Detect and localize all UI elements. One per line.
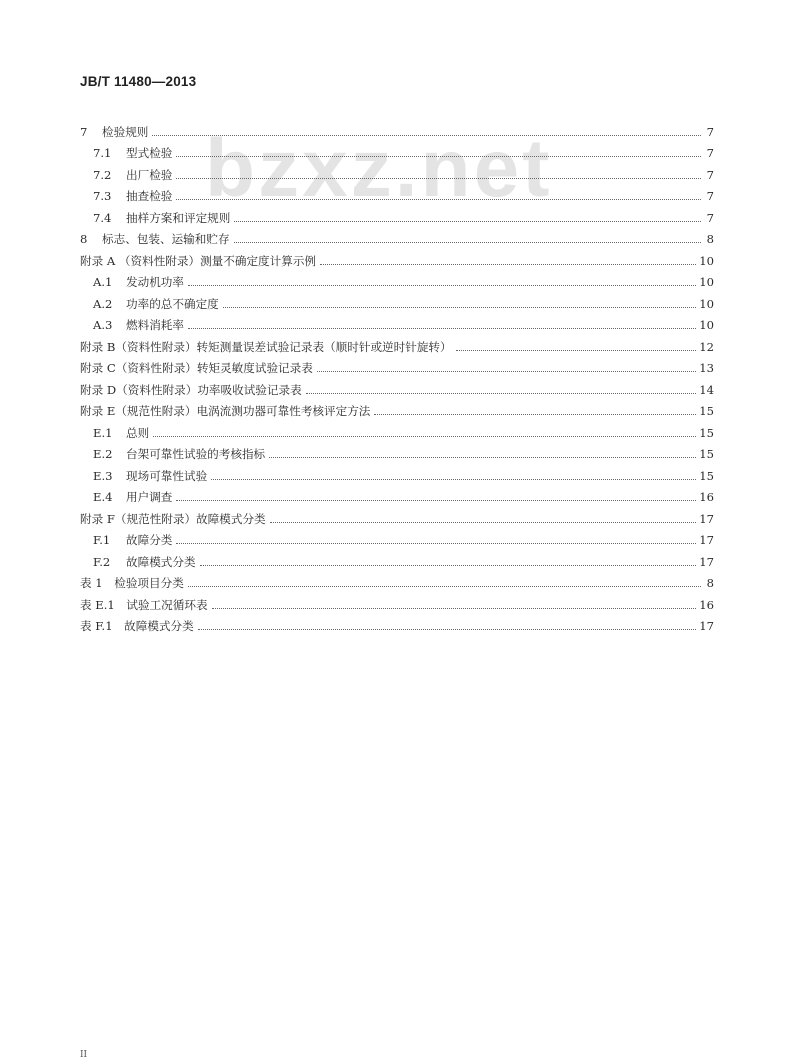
toc-entry[interactable] <box>80 440 716 462</box>
toc-entry-number: E.4 <box>93 490 113 504</box>
toc-entry-number: 8 <box>80 232 88 246</box>
toc-entry-page: 15 <box>699 425 714 440</box>
toc-entry-label <box>80 125 150 139</box>
toc-entry-page: 10 <box>699 275 714 289</box>
page-number-mark: II <box>80 1050 88 1060</box>
dot-leader <box>234 221 701 222</box>
toc-entry[interactable] <box>80 418 716 440</box>
toc-entry-label <box>80 469 209 483</box>
dot-leader <box>176 500 696 501</box>
dot-leader <box>153 436 696 437</box>
watermark: bzxz.net <box>205 123 553 214</box>
toc-entry-label <box>80 555 198 569</box>
toc-entry-page: 15 <box>699 468 714 483</box>
toc-entry-label <box>80 619 196 633</box>
toc-entry-label <box>80 512 268 526</box>
toc-entry[interactable] <box>80 375 716 397</box>
dot-leader <box>270 522 697 523</box>
toc-entry[interactable] <box>80 182 716 204</box>
toc-entry-title: 检验规则 <box>102 124 149 139</box>
toc-entry-number: 7.1 <box>93 146 112 160</box>
dot-leader <box>456 350 697 351</box>
toc-entry-page: 15 <box>699 404 714 418</box>
toc-entry[interactable] <box>80 590 716 612</box>
toc-entry[interactable] <box>80 526 716 548</box>
toc-entry-title: 总则 <box>126 425 150 440</box>
toc-entry-title: 附录 C（资料性附录）转矩灵敏度试验记录表 <box>80 361 313 375</box>
dot-leader <box>200 565 697 566</box>
dot-leader <box>176 543 696 544</box>
toc-entry-page: 14 <box>699 382 714 397</box>
toc-entry[interactable] <box>80 160 716 182</box>
toc-entry-title: 发动机功率 <box>126 275 184 289</box>
toc-entry-title: 附录 F（规范性附录）故障模式分类 <box>80 511 266 526</box>
toc-entry-title: 抽样方案和评定规则 <box>126 210 231 225</box>
toc-entry-page: 10 <box>699 296 714 311</box>
toc-entry-page: 17 <box>699 554 714 569</box>
toc-entry-page: 12 <box>699 339 714 354</box>
toc-entry-title: 故障分类 <box>126 533 173 547</box>
toc-entry-page: 7 <box>706 167 714 182</box>
toc-entry-page: 17 <box>699 511 714 526</box>
toc-entry[interactable] <box>80 612 716 634</box>
toc-entry-title: 台架可靠性试验的考核指标 <box>126 447 266 461</box>
toc-entry[interactable] <box>80 569 716 591</box>
toc-entry-number: 7.3 <box>93 189 112 203</box>
toc-entry[interactable] <box>80 354 716 376</box>
toc-entry-label <box>80 598 210 612</box>
toc-entry-page: 13 <box>699 361 714 375</box>
toc-entry-number: F.1 <box>93 533 111 547</box>
toc-entry-number: 7.4 <box>93 210 112 225</box>
toc-entry[interactable] <box>80 246 716 268</box>
toc-entry-label <box>80 232 232 246</box>
table-of-contents <box>80 117 716 633</box>
toc-entry-label <box>80 146 174 160</box>
toc-entry-number: F.2 <box>93 554 111 569</box>
toc-entry-label <box>80 275 186 289</box>
toc-entry[interactable] <box>80 139 716 161</box>
toc-entry-number: A.2 <box>93 296 113 311</box>
toc-entry-title: 表 F.1 故障模式分类 <box>80 619 194 633</box>
dot-leader <box>212 608 697 609</box>
dot-leader <box>374 414 696 415</box>
toc-entry-label <box>80 254 318 268</box>
toc-entry-title: 抽查检验 <box>126 189 173 203</box>
dot-leader <box>188 328 696 329</box>
toc-entry-title: 附录 E（规范性附录）电涡流测功器可靠性考核评定方法 <box>80 404 371 418</box>
dot-leader <box>320 264 696 265</box>
toc-entry-label <box>80 576 186 590</box>
toc-entry-label <box>80 426 151 440</box>
toc-entry[interactable] <box>80 225 716 247</box>
toc-entry-label <box>80 490 174 504</box>
dot-leader <box>198 629 696 630</box>
toc-entry-label <box>80 189 174 203</box>
toc-entry-page: 10 <box>699 318 714 332</box>
toc-entry-title: 用户调查 <box>126 490 173 504</box>
toc-entry-label <box>80 297 221 311</box>
toc-entry[interactable] <box>80 117 716 139</box>
toc-entry-number: 7.2 <box>93 167 112 182</box>
toc-entry-number: A.3 <box>93 318 113 332</box>
toc-entry-title: 标志、包装、运输和贮存 <box>102 232 230 246</box>
toc-entry-label <box>80 361 315 375</box>
toc-entry-title: 附录 A （资料性附录）测量不确定度计算示例 <box>80 253 317 268</box>
toc-entry[interactable] <box>80 203 716 225</box>
toc-entry-label <box>80 383 304 397</box>
toc-entry-label <box>80 447 267 461</box>
toc-entry-number: A.1 <box>93 275 113 289</box>
toc-entry[interactable] <box>80 504 716 526</box>
dot-leader <box>317 371 696 372</box>
toc-entry-title: 现场可靠性试验 <box>126 468 208 483</box>
toc-entry[interactable] <box>80 397 716 419</box>
toc-entry[interactable] <box>80 332 716 354</box>
toc-entry-title: 表 E.1 试验工况循环表 <box>80 597 208 612</box>
dot-leader <box>269 457 696 458</box>
toc-entry-title: 型式检验 <box>126 146 173 160</box>
toc-entry-page: 7 <box>706 124 714 139</box>
toc-entry-page: 10 <box>699 253 714 268</box>
toc-entry-title: 附录 B（资料性附录）转矩测量误差试验记录表（顺时针或逆时针旋转） <box>80 339 452 354</box>
toc-entry-number: E.3 <box>93 468 113 483</box>
dot-leader <box>234 242 701 243</box>
toc-entry-label <box>80 168 174 182</box>
dot-leader <box>176 156 701 157</box>
toc-entry-title: 附录 D（资料性附录）功率吸收试验记录表 <box>80 382 302 397</box>
toc-entry-label <box>80 211 232 225</box>
toc-entry[interactable] <box>80 311 716 333</box>
toc-entry-number: E.2 <box>93 447 113 461</box>
toc-entry-title: 故障模式分类 <box>126 554 196 569</box>
standard-code: JB/T 11480—2013 <box>80 74 197 89</box>
toc-entry-title: 出厂检验 <box>126 167 173 182</box>
toc-entry-page: 8 <box>706 232 714 246</box>
toc-entry-label <box>80 404 372 418</box>
toc-entry-page: 15 <box>699 447 714 461</box>
dot-leader <box>188 285 696 286</box>
toc-entry-number: E.1 <box>93 425 113 440</box>
toc-entry[interactable] <box>80 483 716 505</box>
toc-entry-title: 表 1 检验项目分类 <box>80 576 184 590</box>
dot-leader <box>306 393 697 394</box>
toc-entry[interactable] <box>80 289 716 311</box>
dot-leader <box>176 178 701 179</box>
toc-entry[interactable] <box>80 461 716 483</box>
toc-entry-page: 16 <box>699 597 714 612</box>
dot-leader <box>152 135 701 136</box>
toc-entry-label <box>80 318 186 332</box>
toc-entry-page: 16 <box>699 490 714 504</box>
dot-leader <box>211 479 696 480</box>
dot-leader <box>188 586 701 587</box>
dot-leader <box>176 199 701 200</box>
dot-leader <box>223 307 696 308</box>
toc-entry-page: 7 <box>706 146 714 160</box>
toc-entry-page: 7 <box>706 210 714 225</box>
toc-entry-title: 功率的总不确定度 <box>126 296 219 311</box>
toc-entry-page: 7 <box>706 189 714 203</box>
toc-entry[interactable] <box>80 268 716 290</box>
toc-entry-page: 8 <box>706 576 714 590</box>
toc-entry-page: 17 <box>699 533 714 547</box>
toc-entry-number: 7 <box>80 124 88 139</box>
toc-entry-title: 燃料消耗率 <box>126 318 184 332</box>
toc-entry[interactable] <box>80 547 716 569</box>
toc-entry-label <box>80 340 454 354</box>
toc-entry-label <box>80 533 174 547</box>
toc-entry-page: 17 <box>699 619 714 633</box>
